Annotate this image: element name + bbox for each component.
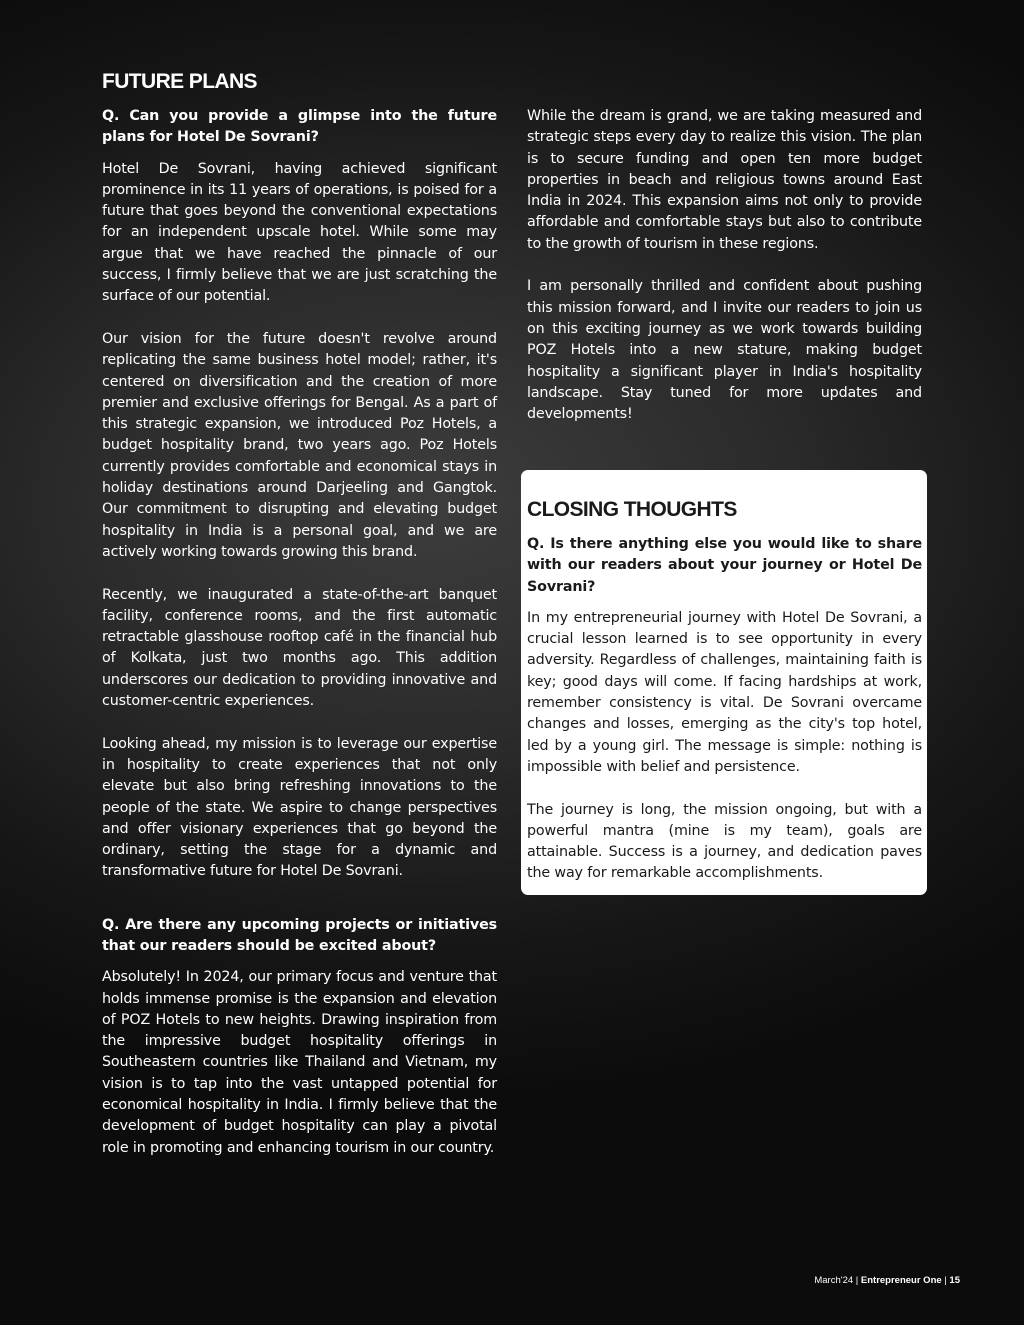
answer-paragraph: Absolutely! In 2024, our primary focus and venture that holds immense promise is the expansion and elevation of POZ Hotels to new heights. Drawing inspiration from the impressive budget hospitality offerings in Southeastern countries like Thailand and Vietnam, my vision is to tap into the vast untapped potential for economical hospitality in India. I firmly believe that the development of budget hospitality can play a pivotal role in promoting and enhancing tourism in our country.	[102, 969, 497, 1156]
closing-thoughts-box	[521, 470, 927, 895]
answer-paragraph: I am personally thrilled and confident about pushing this mission forward, and I invite our readers to join us on this exciting journey as we work towards building POZ Hotels into a new stature, making budget hospitality a significant player in India's hospitality landscape. Stay tuned for more updates and developments!	[527, 278, 922, 423]
question-closing: Q. Is there anything else you would like to share with our readers about your journey or Hotel De Sovrani?	[527, 536, 922, 595]
answer-paragraph: The journey is long, the mission ongoing, but with a powerful mantra (mine is my team), goals are attainable. Success is a journey, and dedication paves the way for remarkable accomplishments.	[527, 801, 922, 882]
answer-paragraph: In my entrepreneurial journey with Hotel De Sovrani, a crucial lesson learned is to see opportunity in every adversity. Regardless of challenges, maintaining faith is key; good days will come. If facing hardships at work, remember consistency is vital. De Sovrani overcame changes and losses, emerging as the city's top hotel, led by a young girl. The message is simple: nothing is impossible with belief and persistence.	[527, 609, 922, 775]
question-future-plans: Q. Can you provide a glimpse into the future plans for Hotel De Sovrani?	[102, 108, 497, 146]
answer-paragraph: Our vision for the future doesn't revolve around replicating the same business hotel model; rather, it's centered on diversification and the creation of more premier and exclusive offerings for Bengal. As a part of this strategic expansion, we introduced Poz Hotels, a budget hospitality brand, two years ago. Poz Hotels currently provides comfortable and economical stays in holiday destinations around Darjeeling and Gangtok. Our commitment to disrupting and elevating budget hospitality in India is a personal goal, and we are actively working towards growing this brand.	[102, 330, 497, 560]
answer-paragraph: While the dream is grand, we are taking measured and strategic steps every day to realize this vision. The plan is to secure funding and open ten more budget properties in beach and religious towns around East India in 2024. This expansion aims not only to provide affordable and comfortable stays but also to contribute to the growth of tourism in these regions.	[527, 108, 922, 252]
footer-page-number: 15	[949, 1275, 960, 1286]
left-column	[102, 106, 497, 1180]
closing-thoughts-heading: CLOSING THOUGHTS	[527, 498, 737, 521]
footer-separator: |	[855, 1275, 859, 1286]
right-column	[527, 106, 922, 447]
footer-separator: |	[944, 1275, 947, 1286]
answer-paragraph: Looking ahead, my mission is to leverage our expertise in hospitality to create experiences that not only elevate but also bring refreshing innovations to the people of the state. We aspire to change perspectives and offer visionary experiences that go beyond the ordinary, setting the stage for a dynamic and transformative future for Hotel De Sovrani.	[102, 735, 497, 880]
answer-paragraph: Recently, we inaugurated a state-of-the-art banquet facility, conference rooms, and the first automatic retractable glasshouse rooftop café in the financial hub of Kolkata, just two months ago. This addition underscores our dedication to providing innovative and customer-centric experiences.	[102, 586, 497, 710]
page-footer	[814, 1275, 960, 1286]
answer-paragraph: Hotel De Sovrani, having achieved significant prominence in its 11 years of operations, is poised for a future that goes beyond the conventional expectations for an independent upscale hotel. While some may argue that we have reached the pinnacle of our success, I firmly believe that we are just scratching the surface of our potential.	[102, 160, 497, 305]
footer-magazine-name: Entrepreneur One	[860, 1275, 942, 1286]
footer-issue: March'24	[814, 1275, 854, 1286]
closing-thoughts-content	[527, 534, 922, 906]
future-plans-heading: FUTURE PLANS	[102, 70, 257, 93]
question-upcoming-projects: Q. Are there any upcoming projects or initiatives that our readers should be excited about?	[102, 916, 497, 954]
